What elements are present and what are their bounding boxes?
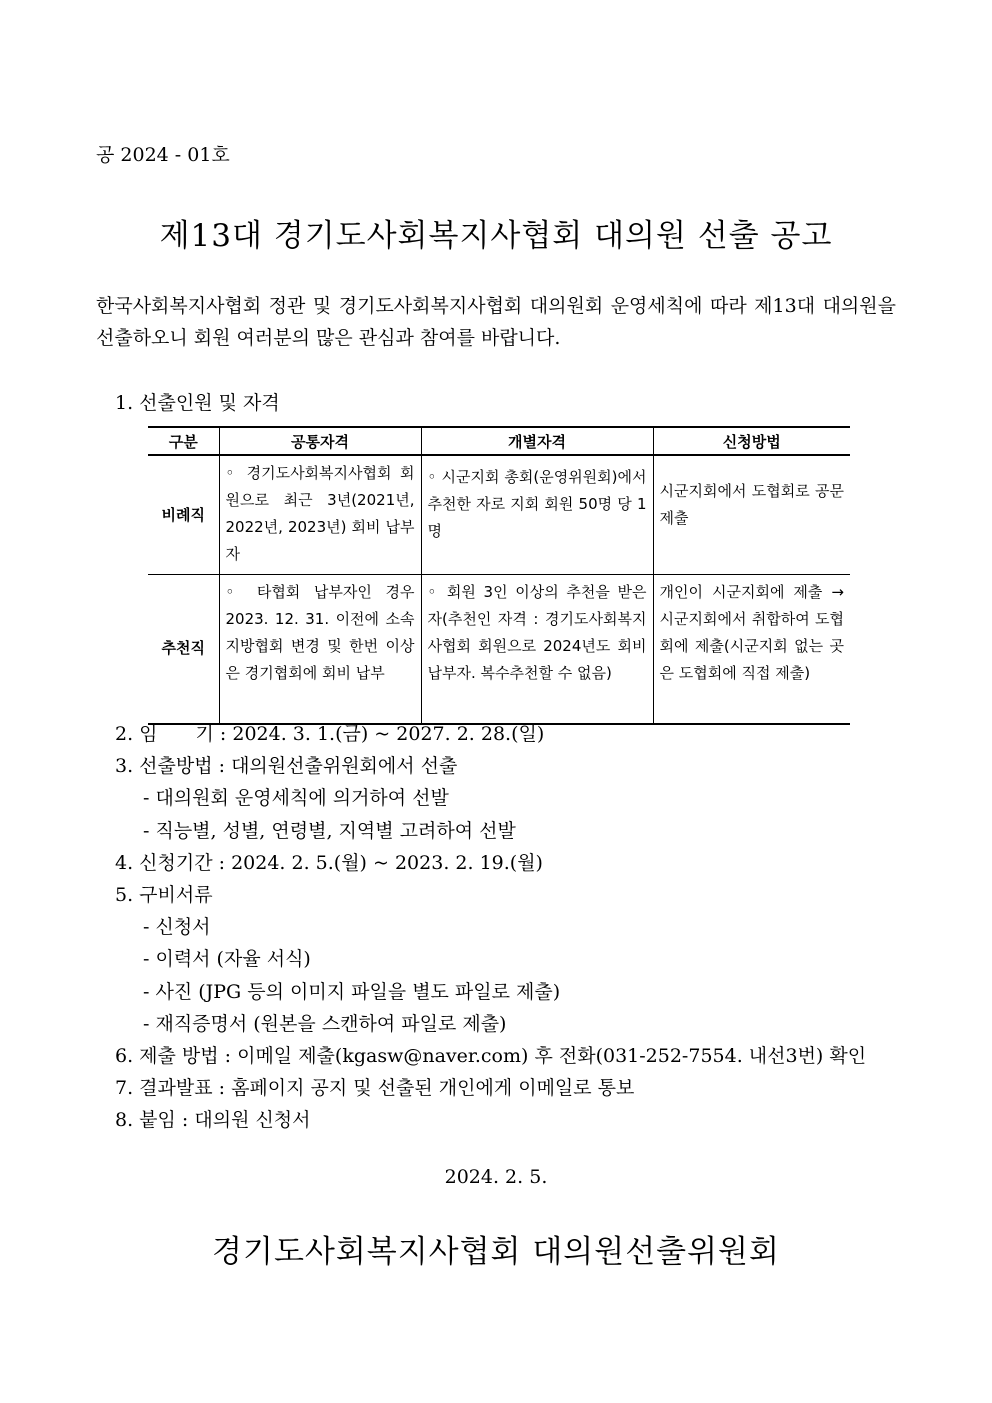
header-category: 구분 — [148, 427, 219, 455]
row-individual-qualification: ◦ 회원 3인 이상의 추천을 받은 자(추천인 자격 : 경기도사회복지사협회 회원으로 2024년도 회비 납부자. 복수추천할 수 없음) — [421, 575, 653, 724]
header-common-qualification: 공통자격 — [219, 427, 421, 455]
row-common-qualification: ◦ 경기도사회복지사협회 회원으로 최근 3년(2021년, 2022년, 2023년) 회비 납부자 — [219, 455, 421, 575]
application-period-item: 4. 신청기간 : 2024. 2. 5.(월) ~ 2023. 2. 19.(월) — [115, 851, 543, 874]
announcement-list — [115, 718, 866, 1137]
selection-method-sub-item: - 대의원회 운영세칙에 의거하여 선발 — [143, 787, 449, 810]
row-common-qualification: ◦ 타협회 납부자인 경우 2023. 12. 31. 이전에 소속 지방협회 변경 및 한번 이상은 경기협회에 회비 납부 — [219, 575, 421, 724]
announcement-date: 2024. 2. 5. — [444, 1166, 548, 1188]
row-individual-qualification: ◦ 시군지회 총회(운영위원회)에서 추천한 자로 지회 회원 50명 당 1명 — [421, 455, 653, 575]
row-application-method: 시군지회에서 도협회로 공문 제출 — [653, 455, 850, 575]
required-document: - 사진 (JPG 등의 이미지 파일을 별도 파일로 제출) — [143, 980, 561, 1003]
required-document: - 신청서 — [143, 916, 211, 939]
row-category: 추천직 — [148, 575, 219, 724]
required-document: - 이력서 (자율 서식) — [143, 948, 311, 971]
submission-method-item: 6. 제출 방법 : 이메일 제출(kgasw@naver.com) 후 전화(031-252-7554. 내선3번) 확인 — [115, 1045, 867, 1068]
required-documents-item: 5. 구비서류 — [115, 884, 213, 907]
intro-paragraph: 한국사회복지사협회 정관 및 경기도사회복지사협회 대의원회 운영세칙에 따라 제13대 대의원을 선출하오니 회원 여러분의 많은 관심과 참여를 바랍니다. — [96, 295, 896, 349]
row-category: 비례직 — [148, 455, 219, 575]
selection-method-item: 3. 선출방법 : 대의원선출위원회에서 선출 — [115, 755, 458, 778]
term-item: 2. 임 기 : 2024. 3. 1.(금) ~ 2027. 2. 28.(일) — [115, 723, 545, 745]
page-title: 제13대 경기도사회복지사협회 대의원 선출 공고 — [159, 218, 833, 254]
issuer-signature: 경기도사회복지사협회 대의원선출위원회 — [212, 1234, 780, 1270]
header-application-method: 신청방법 — [653, 427, 850, 455]
table-row — [148, 575, 850, 724]
table-header-row — [148, 427, 850, 455]
attachment-item: 8. 붙임 : 대의원 신청서 — [115, 1109, 311, 1132]
document-number: 공 2024 - 01호 — [96, 144, 230, 166]
required-document: - 재직증명서 (원본을 스캔하여 파일로 제출) — [143, 1012, 507, 1035]
row-application-method: 개인이 시군지회에 제출 → 시군지회에서 취합하여 도협회에 제출(시군지회 없는 곳은 도협회에 직접 제출) — [653, 575, 850, 724]
table-row — [148, 455, 850, 575]
section-heading-qualifications: 1. 선출인원 및 자격 — [115, 392, 280, 414]
header-individual-qualification: 개별자격 — [421, 427, 653, 455]
selection-method-sub-item: - 직능별, 성별, 연령별, 지역별 고려하여 선발 — [143, 819, 516, 842]
qualification-table — [148, 426, 850, 725]
result-announcement-item: 7. 결과발표 : 홈페이지 공지 및 선출된 개인에게 이메일로 통보 — [115, 1077, 635, 1100]
